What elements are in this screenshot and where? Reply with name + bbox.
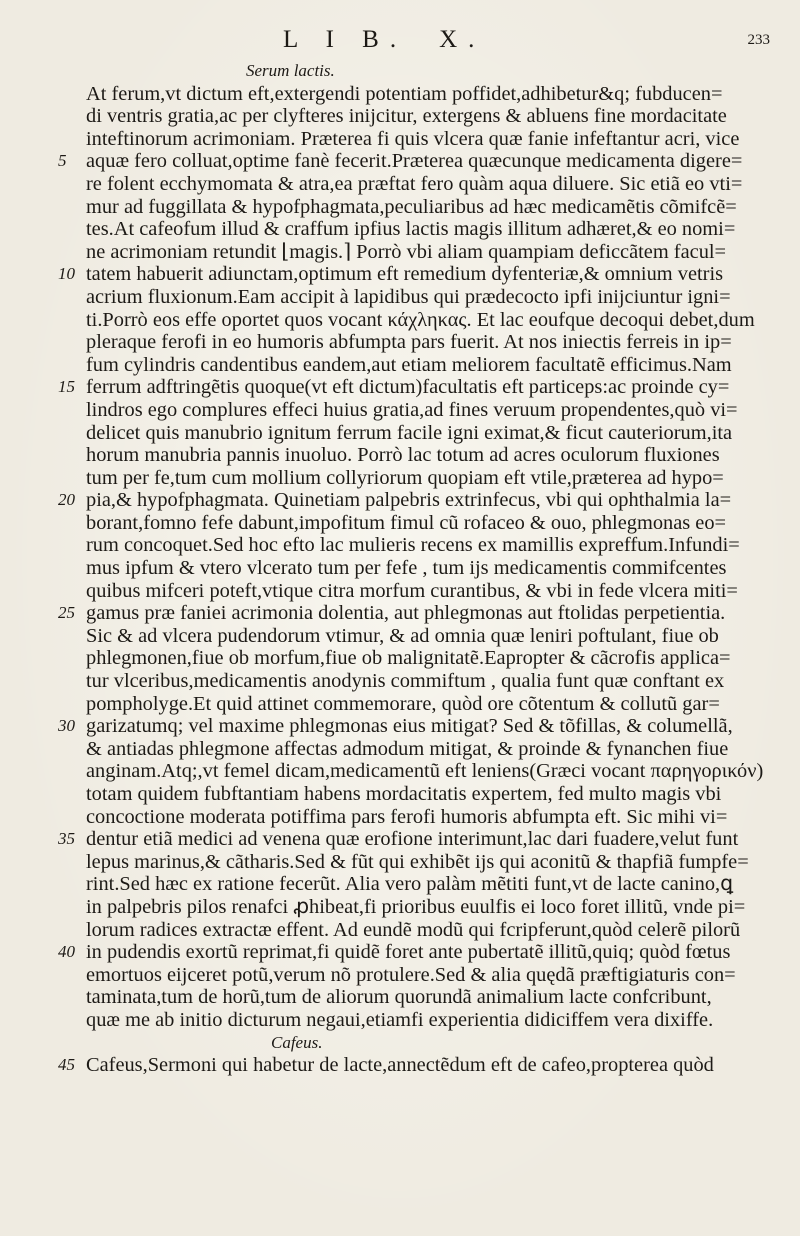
text-line xyxy=(86,647,772,670)
line-text: & antiadas phlegmone affectas admodum mitigat, & proinde & fynanchen fiue xyxy=(86,737,729,760)
line-text: totam quidem fubftantiam habens mordacitatis expertem, fed multo magis vbi xyxy=(86,783,722,805)
text-line xyxy=(86,241,772,264)
text-line xyxy=(86,534,772,557)
line-text: borant,fomno fefe dabunt,impofitum fimul cũ rofaceo & ouo, phlegmonas eo= xyxy=(86,511,727,534)
line-text: dentur etiã medici ad venena quæ erofione interimunt,lac dari fuadere,velut funt xyxy=(86,828,739,851)
line-number: 35 xyxy=(58,829,75,849)
line-text: inteftinorum acrimoniam. Præterea fi quis vlcera quæ fanie infeftantur acri, vice xyxy=(86,127,740,150)
line-number: 10 xyxy=(58,264,75,284)
line-number: 45 xyxy=(58,1055,75,1075)
line-text: horum manubria pannis inuoluo. Porrò lac totum ad acres oculorum fluxiones xyxy=(86,444,720,467)
line-text: pompholyge.Et quid attinet commemorare, quòd ore cõtentum & collutũ gar= xyxy=(86,692,720,715)
line-text: tur vlceribus,medicamentis anodynis commiftum , qualia funt quæ conftant ex xyxy=(86,670,725,693)
line-text: tes.At cafeofum illud & craffum ipfius lactis magis illitum adhæret,& eo nomi= xyxy=(86,218,736,241)
line-text: concoctione moderata potiffima pars ferofi humoris abfumpta eft. Sic mihi vi= xyxy=(86,805,728,828)
text-line xyxy=(86,557,772,580)
line-text: mur ad fuggillata & hypofphagmata,peculiaribus ad hæc medicamẽtis cõmifcẽ= xyxy=(86,195,737,218)
text-line xyxy=(86,896,772,919)
line-text: anginam.Atq;,vt femel dicam,medicamentũ eft leniens(Græci vocant παρηγορικόν) xyxy=(86,760,764,783)
line-text: Cafeus,Sermoni qui habetur de lacte,annectẽdum eft de cafeo,propterea quòd xyxy=(86,1054,714,1077)
line-text: acrium fluxionum.Eam accipit à lapidibus qui prædecocto ipfi inijciuntur igni= xyxy=(86,285,731,308)
text-line xyxy=(86,105,772,128)
text-line xyxy=(86,693,772,716)
text-line xyxy=(86,851,772,874)
line-text: in pudendis exortũ reprimat,fi quidẽ foret ante pubertatẽ illitũ,quiq; quòd fœtus xyxy=(86,941,731,964)
text-line xyxy=(86,873,772,896)
text-line xyxy=(86,919,772,942)
text-line xyxy=(58,150,772,173)
line-text: Sic & ad vlcera pudendorum vtimur, & ad omnia quæ leniri poftulant, fiue ob xyxy=(86,624,719,647)
text-line xyxy=(58,941,772,964)
line-text: tatem habuerit adiunctam,optimum eft remedium dyfenteriæ,& omnium vetris xyxy=(86,263,724,286)
line-text: delicet quis manubrio ignitum ferrum facile igni eximat,& ficut cauteriorum,ita xyxy=(86,421,733,444)
book-number: X. xyxy=(439,26,486,53)
line-text: ne acrimoniam retundit ⌊magis.⌉ Porrò vbi aliam quampiam deficcãtem facul= xyxy=(86,240,727,263)
line-text: gamus præ faniei acrimonia dolentia, aut phlegmonas aut ftolidas perpetientia. xyxy=(86,602,726,625)
text-line xyxy=(86,399,772,422)
text-line xyxy=(86,354,772,377)
line-text: ti.Porrò eos effe oportet quos vocant κάχληκας. Et lac eoufque decoqui debet,dum xyxy=(86,308,755,331)
running-title xyxy=(283,26,485,54)
line-text: lorum radices extractæ effent. Ad eundẽ modũ qui fcripferunt,quòd celerẽ pilorũ xyxy=(86,918,741,941)
text-line xyxy=(86,625,772,648)
text-line xyxy=(86,173,772,196)
text-line xyxy=(86,806,772,829)
line-number: 30 xyxy=(58,716,75,736)
text-line xyxy=(86,331,772,354)
line-text: in palpebris pilos renafci ꝓhibeat,fi prioribus euulfis ei loco foret illitũ, vnde pi= xyxy=(86,895,746,918)
line-text: tum per fe,tum cum mollium collyriorum quopiam eft vtile,præterea ad hypo= xyxy=(86,466,724,489)
line-text: mus ipfum & vtero vlcerato tum per fefe , tum ijs medicamentis commifcentes xyxy=(86,557,727,580)
line-text: rum concoquet.Sed hoc efto lac mulieris recens ex mamillis expreffum.Infundi= xyxy=(86,534,740,557)
text-line xyxy=(86,196,772,219)
line-number: 5 xyxy=(58,151,67,171)
text-line xyxy=(58,1054,772,1077)
text-line xyxy=(86,309,772,332)
line-text: lepus marinus,& cãtharis.Sed & fũt qui exhibẽt ijs qui aconitũ & thapfiã fumpfe= xyxy=(86,850,749,873)
text-line xyxy=(86,444,772,467)
text-line xyxy=(86,986,772,1009)
section-heading-cafeus: Cafeus. xyxy=(271,1032,323,1052)
book-label: L I B. xyxy=(283,26,408,53)
line-text: pleraque ferofi in eo humoris abfumpta pars fuerit. At nos iniectis ferreis in ip= xyxy=(86,331,732,354)
text-line xyxy=(58,602,772,625)
text-line xyxy=(86,670,772,693)
line-text: ferrum adftringẽtis quoque(vt eft dictum)facultatis eft particeps:ac proinde cy= xyxy=(86,376,730,399)
text-line xyxy=(86,964,772,987)
text-line xyxy=(86,1009,772,1032)
line-number: 25 xyxy=(58,603,75,623)
text-line xyxy=(58,489,772,512)
section-heading-serum: Serum lactis. xyxy=(246,61,335,80)
line-number: 20 xyxy=(58,490,75,510)
text-line xyxy=(86,422,772,445)
text-line xyxy=(58,828,772,851)
running-head xyxy=(0,26,800,56)
text-line xyxy=(86,128,772,151)
text-line xyxy=(86,760,772,783)
line-text: At ferum,vt dictum eft,extergendi potentiam poffidet,adhibetur&q; fubducen= xyxy=(86,82,723,105)
line-text: phlegmonen,fiue ob morfum,fiue ob malignitatẽ.Eapropter & cãcrofis applica= xyxy=(86,647,731,670)
text-line xyxy=(58,715,772,738)
line-text: garizatumq; vel maxime phlegmonas eius mitigat? Sed & tõfillas, & columellã, xyxy=(86,715,733,738)
text-line xyxy=(86,83,772,106)
line-text: re folent ecchymomata & atra,ea præftat fero quàm aqua diluere. Sic etiã eo vti= xyxy=(86,172,743,195)
text-block xyxy=(58,60,772,1077)
line-text: emortuos eijceret potũ,verum nõ protulere.Sed & alia quędã præftigiaturis con= xyxy=(86,963,736,986)
line-text: fum cylindris candentibus eandem,aut etiam meliorem facultatẽ efficimus.Nam xyxy=(86,353,732,376)
text-line xyxy=(86,218,772,241)
line-text: lindros ego complures effeci huius gratia,ad fines veruum propendentes,quò vi= xyxy=(86,398,738,421)
page-number: 233 xyxy=(747,32,770,48)
line-number: 40 xyxy=(58,942,75,962)
line-text: quæ me ab initio dicturum negaui,etiamfi experientia didiciffem vera dixiffe. xyxy=(86,1008,714,1031)
text-line xyxy=(86,512,772,535)
line-text: taminata,tum de horũ,tum de aliorum quorundã animalium lacte confcribunt, xyxy=(86,986,712,1009)
text-line xyxy=(86,580,772,603)
line-text: rint.Sed hæc ex ratione fecerũt. Alia vero palàm mẽtiti funt,vt de lacte canino,ꝗ xyxy=(86,873,734,896)
text-line xyxy=(86,738,772,761)
text-line xyxy=(86,467,772,490)
text-line xyxy=(58,376,772,399)
line-text: pia,& hypofphagmata. Quinetiam palpebris extrinfecus, vbi qui ophthalmia la= xyxy=(86,489,732,512)
line-number: 15 xyxy=(58,377,75,397)
line-text: quibus mifceri poteft,vtique citra morfum curantibus, & vbi in fede vlcera miti= xyxy=(86,579,738,602)
text-line xyxy=(58,263,772,286)
text-line xyxy=(86,286,772,309)
line-text: di ventris gratia,ac per clyfteres inijcitur, extergens & abluens fine mordacitate xyxy=(86,105,727,128)
text-line xyxy=(86,783,772,806)
line-text: aquæ fero colluat,optime fanè fecerit.Præterea quæcunque medicamenta digere= xyxy=(86,150,743,173)
